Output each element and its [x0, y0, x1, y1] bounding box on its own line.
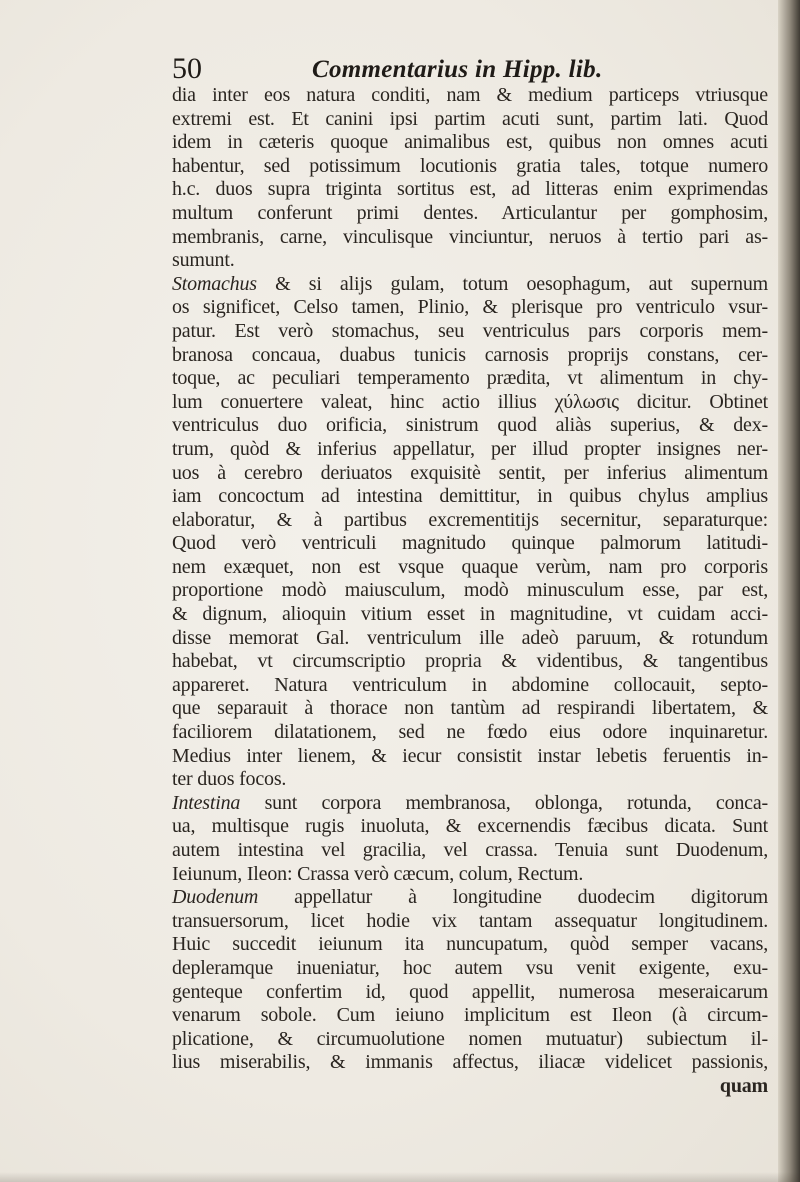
text-line: iam concoctum ad intestina demittitur, in quibus chylus amplius — [172, 485, 768, 508]
paragraph-lead-term: Intestina — [172, 791, 241, 814]
text-line: branosa concaua, duabus tunicis carnosis proprijs constans, cer- — [172, 343, 768, 366]
text-line: disse memorat Gal. ventriculum ille adeò paruum, & rotundum — [172, 626, 768, 649]
text-line: idem in cæteris quoque animalibus est, quibus non omnes acuti — [172, 131, 768, 154]
text-line: lius miserabilis, & immanis affectus, iliacæ videlicet passionis, — [172, 1051, 768, 1074]
text-line: autem intestina vel gracilia, vel crassa. Tenuia sunt Duodenum, — [172, 839, 768, 861]
text-line: extremi est. Et canini ipsi partim acuti sunt, partim lati. Quod — [172, 107, 768, 130]
page-bottom-shadow — [0, 1172, 800, 1182]
body-text — [172, 84, 768, 1099]
text-line: toque, ac peculiari temperamento prædita, vt alimentum in chy- — [172, 367, 768, 390]
paragraph-lead-term: Stomachus — [172, 272, 257, 295]
paragraph-start-stomachus: Stomachus & si alijs gulam, totum oesophagum, aut supernum — [172, 272, 768, 295]
text-line: os significet, Celso tamen, Plinio, & plerisque pro ventriculo vsur- — [172, 296, 768, 319]
text-line: elaboratur, & à partibus excrementitijs secernitur, separaturque: — [172, 508, 768, 531]
book-binding-edge — [778, 0, 800, 1182]
text-line: transuersorum, licet hodie vix tantam assequatur longitudinem. — [172, 909, 768, 932]
text-line: uos à cerebro deriuatos exquisitè sentit, per inferius alimentum — [172, 461, 768, 484]
text-line: Quod verò ventriculi magnitudo quinque palmorum latitudi- — [172, 532, 768, 555]
page-number: 50 — [172, 52, 202, 85]
paragraph-start-intestina: Intestina sunt corpora membranosa, oblonga, rotunda, conca- — [172, 791, 768, 814]
text-line: trum, quòd & inferius appellatur, per illud propter insignes ner- — [172, 437, 768, 460]
text-line: Ieiunum, Ileon: Crassa verò cæcum, colum, Rectum. — [172, 862, 584, 885]
text-line: dia inter eos natura conditi, nam & medium particeps vtriusque — [172, 84, 768, 106]
text-line: sumunt. — [172, 249, 235, 272]
text-line: plicatione, & circumuolutione nomen mutuatur) subiectum il- — [172, 1027, 768, 1050]
text-line: ventriculus duo orificia, sinistrum quod aliàs superius, & dex- — [172, 414, 768, 437]
text-line: depleramque inueniatur, hoc autem vsu venit exigente, exu- — [172, 956, 768, 979]
text-line: & dignum, alioquin vitium esset in magnitudine, vt cuidam acci- — [172, 603, 768, 626]
paragraph-lead-term: Duodenum — [172, 886, 259, 909]
text-line: ter duos focos. — [172, 768, 287, 791]
text-line: habentur, sed potissimum locutionis gratia tales, totque numero — [172, 154, 768, 177]
text-line: h.c. duos supra triginta sortitus est, ad litteras enim exprimendas — [172, 178, 768, 201]
text-line: nem exæquet, non est vsque quaque verùm, nam pro corporis — [172, 555, 768, 578]
catchword: quam — [719, 1074, 768, 1097]
text-line: venarum sobole. Cum ieiuno implicitum est Ileon (à circum- — [172, 1004, 768, 1027]
text-line: proportione modò maiusculum, modò minusculum esse, par est, — [172, 579, 768, 602]
running-title: Commentarius in Hipp. lib. — [312, 56, 603, 83]
text-line: Medius inter lienem, & iecur consistit instar lebetis feruentis in- — [172, 744, 768, 767]
text-line: que separauit à thorace non tantùm ad respirandi libertatem, & — [172, 697, 768, 720]
text-line: habebat, vt circumscriptio propria & videntibus, & tangentibus — [172, 650, 768, 673]
text-line: membranis, carne, vinculisque vinciuntur, neruos à tertio pari as- — [172, 225, 768, 248]
text-line: multum conferunt primi dentes. Articulantur per gomphosim, — [172, 201, 768, 224]
text-line: appareret. Natura ventriculum in abdomine collocauit, septo- — [172, 673, 768, 696]
text-line: patur. Est verò stomachus, seu ventriculus pars corporis mem- — [172, 319, 768, 342]
text-line: lum conuertere valeat, hinc actio illius χύλωσις dicitur. Obtinet — [172, 390, 768, 413]
text-line: genteque confertim id, quod appellit, numerosa meseraicarum — [172, 980, 768, 1003]
paragraph-start-duodenum: Duodenum appellatur à longitudine duodecim digitorum — [172, 886, 768, 909]
text-line: faciliorem dilatationem, sed ne fœdo eius odore inquinaretur. — [172, 721, 768, 744]
text-line: ua, multisque rugis inuoluta, & excernendis fæcibus dicata. Sunt — [172, 815, 768, 838]
text-line: Huic succedit ieiunum ita nuncupatum, quòd semper vacans, — [172, 933, 768, 956]
